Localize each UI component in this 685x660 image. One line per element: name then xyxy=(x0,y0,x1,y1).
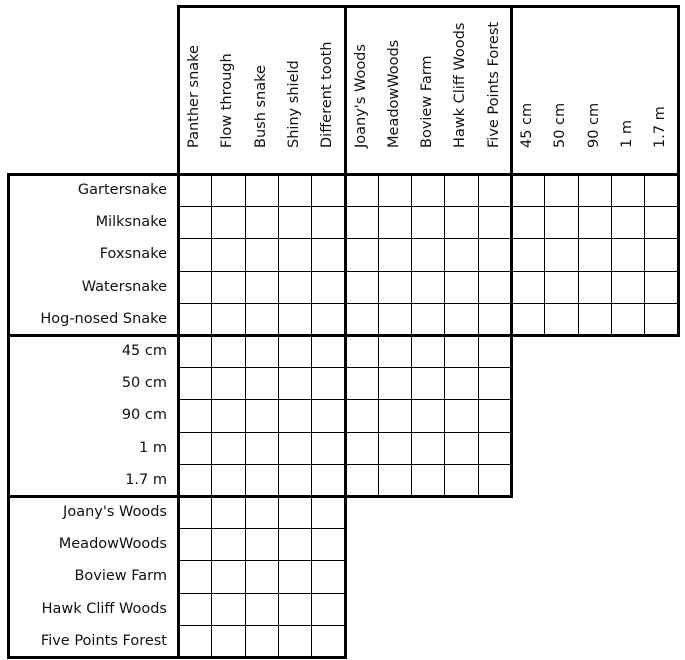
grid-cell[interactable] xyxy=(644,174,678,207)
grid-cell[interactable] xyxy=(578,238,612,271)
grid-cell[interactable] xyxy=(278,367,312,400)
grid-cell[interactable] xyxy=(178,399,212,432)
grid-cell[interactable] xyxy=(411,174,445,207)
grid-cell[interactable] xyxy=(544,174,578,207)
grid-cell[interactable] xyxy=(478,335,512,368)
grid-cell[interactable] xyxy=(311,335,345,368)
grid-cell[interactable] xyxy=(544,238,578,271)
column-header-label: 1.7 m xyxy=(652,106,669,148)
column-header xyxy=(378,8,410,168)
grid-cell[interactable] xyxy=(311,593,345,626)
column-header xyxy=(478,8,510,168)
grid-cell[interactable] xyxy=(378,335,412,368)
grid-cell[interactable] xyxy=(444,464,478,497)
grid-cell[interactable] xyxy=(478,271,512,304)
grid-cell[interactable] xyxy=(411,367,445,400)
column-header xyxy=(178,8,210,168)
grid-cell[interactable] xyxy=(178,464,212,497)
grid-cell[interactable] xyxy=(644,303,678,336)
grid-cell[interactable] xyxy=(378,271,412,304)
column-header xyxy=(278,8,310,168)
grid-cell[interactable] xyxy=(311,528,345,561)
grid-cell[interactable] xyxy=(478,367,512,400)
grid-cell[interactable] xyxy=(311,399,345,432)
row-label: Gartersnake xyxy=(77,182,167,198)
grid-cell[interactable] xyxy=(478,464,512,497)
grid-cell[interactable] xyxy=(611,174,645,207)
row-label: 50 cm xyxy=(121,375,167,392)
grid-cell[interactable] xyxy=(311,367,345,400)
column-header xyxy=(311,8,343,168)
grid-cell[interactable] xyxy=(644,206,678,239)
grid-cell[interactable] xyxy=(378,432,412,465)
grid-cell[interactable] xyxy=(245,464,279,497)
grid-cell[interactable] xyxy=(245,206,279,239)
grid-cell[interactable] xyxy=(345,271,379,304)
column-header-label: 1 m xyxy=(618,120,635,148)
row-label: Watersnake xyxy=(81,278,167,295)
grid-cell[interactable] xyxy=(211,625,245,658)
grid-cell[interactable] xyxy=(611,303,645,336)
grid-cell[interactable] xyxy=(511,303,545,336)
grid-cell[interactable] xyxy=(311,625,345,658)
grid-cell[interactable] xyxy=(211,174,245,207)
column-header xyxy=(411,8,443,168)
grid-cell[interactable] xyxy=(278,560,312,593)
column-header xyxy=(511,8,543,168)
row-label: MeadowWoods xyxy=(58,536,167,553)
grid-cell[interactable] xyxy=(478,399,512,432)
grid-cell[interactable] xyxy=(211,399,245,432)
grid-cell[interactable] xyxy=(478,303,512,336)
grid-cell[interactable] xyxy=(245,174,279,207)
grid-cell[interactable] xyxy=(211,464,245,497)
grid-cell[interactable] xyxy=(245,367,279,400)
grid-cell[interactable] xyxy=(644,238,678,271)
grid-cell[interactable] xyxy=(211,303,245,336)
grid-cell[interactable] xyxy=(611,271,645,304)
grid-cell[interactable] xyxy=(478,206,512,239)
grid-cell[interactable] xyxy=(444,399,478,432)
grid-cell[interactable] xyxy=(444,174,478,207)
grid-cell[interactable] xyxy=(178,432,212,465)
grid-cell[interactable] xyxy=(211,367,245,400)
grid-cell[interactable] xyxy=(544,303,578,336)
grid-cell[interactable] xyxy=(478,174,512,207)
grid-cell[interactable] xyxy=(544,206,578,239)
grid-cell[interactable] xyxy=(311,174,345,207)
grid-cell[interactable] xyxy=(178,496,212,529)
grid-cell[interactable] xyxy=(278,496,312,529)
grid-cell[interactable] xyxy=(378,303,412,336)
grid-cell[interactable] xyxy=(411,206,445,239)
grid-cell[interactable] xyxy=(311,206,345,239)
row-label: Foxsnake xyxy=(99,246,167,263)
column-header xyxy=(444,8,476,168)
grid-cell[interactable] xyxy=(278,625,312,658)
grid-cell[interactable] xyxy=(478,238,512,271)
grid-cell[interactable] xyxy=(245,303,279,336)
grid-cell[interactable] xyxy=(444,367,478,400)
grid-cell[interactable] xyxy=(578,174,612,207)
grid-cell[interactable] xyxy=(178,367,212,400)
grid-cell[interactable] xyxy=(278,528,312,561)
grid-cell[interactable] xyxy=(211,528,245,561)
grid-cell[interactable] xyxy=(278,432,312,465)
grid-cell[interactable] xyxy=(411,238,445,271)
column-header xyxy=(245,8,277,168)
grid-cell[interactable] xyxy=(278,399,312,432)
grid-cell[interactable] xyxy=(411,271,445,304)
grid-cell[interactable] xyxy=(611,238,645,271)
grid-cell[interactable] xyxy=(178,303,212,336)
grid-cell[interactable] xyxy=(278,174,312,207)
grid-cell[interactable] xyxy=(378,238,412,271)
grid-cell[interactable] xyxy=(278,464,312,497)
grid-cell[interactable] xyxy=(311,496,345,529)
grid-cell[interactable] xyxy=(411,432,445,465)
grid-cell[interactable] xyxy=(411,464,445,497)
grid-cell[interactable] xyxy=(311,303,345,336)
row-label: Hog-nosed Snake xyxy=(40,310,167,327)
column-header-label: Five Points Forest xyxy=(485,21,502,148)
column-header-label: Joany's Woods xyxy=(352,44,369,148)
grid-cell[interactable] xyxy=(311,271,345,304)
grid-cell[interactable] xyxy=(311,464,345,497)
grid-cell[interactable] xyxy=(578,271,612,304)
grid-cell[interactable] xyxy=(245,399,279,432)
grid-cell[interactable] xyxy=(411,335,445,368)
grid-cell[interactable] xyxy=(345,367,379,400)
grid-cell[interactable] xyxy=(511,238,545,271)
grid-cell[interactable] xyxy=(378,367,412,400)
grid-cell[interactable] xyxy=(444,335,478,368)
row-label: 45 cm xyxy=(121,343,167,359)
grid-cell[interactable] xyxy=(444,206,478,239)
grid-cell[interactable] xyxy=(245,528,279,561)
column-header-label: Different tooth xyxy=(319,41,336,148)
grid-cell[interactable] xyxy=(345,206,379,239)
column-header xyxy=(544,8,576,168)
column-header-label: Boview Farm xyxy=(419,55,436,148)
grid-cell[interactable] xyxy=(345,464,379,497)
grid-cell[interactable] xyxy=(178,238,212,271)
grid-cell[interactable] xyxy=(444,432,478,465)
grid-cell[interactable] xyxy=(411,303,445,336)
grid-cell[interactable] xyxy=(245,593,279,626)
grid-cell[interactable] xyxy=(211,335,245,368)
grid-cell[interactable] xyxy=(345,432,379,465)
grid-cell[interactable] xyxy=(245,238,279,271)
grid-cell[interactable] xyxy=(211,206,245,239)
grid-cell[interactable] xyxy=(311,560,345,593)
grid-cell[interactable] xyxy=(411,399,445,432)
row-label: Hawk Cliff Woods xyxy=(41,600,167,617)
row-label: 1 m xyxy=(139,439,167,456)
grid-cell[interactable] xyxy=(345,335,379,368)
column-header-label: 50 cm xyxy=(552,102,569,148)
grid-cell[interactable] xyxy=(178,528,212,561)
grid-cell[interactable] xyxy=(211,560,245,593)
grid-cell[interactable] xyxy=(511,206,545,239)
column-header-label: MeadowWoods xyxy=(385,39,402,148)
column-header xyxy=(211,8,243,168)
grid-cell[interactable] xyxy=(611,206,645,239)
column-header-label: Shiny shield xyxy=(285,60,302,148)
grid-cell[interactable] xyxy=(378,206,412,239)
column-header xyxy=(578,8,610,168)
grid-cell[interactable] xyxy=(178,593,212,626)
row-label: Boview Farm xyxy=(74,568,167,585)
grid-cell[interactable] xyxy=(511,174,545,207)
grid-cell[interactable] xyxy=(311,432,345,465)
row-label: Five Points Forest xyxy=(40,632,167,649)
column-header-label: Panther snake xyxy=(186,45,202,148)
grid-cell[interactable] xyxy=(478,432,512,465)
grid-cell[interactable] xyxy=(511,271,545,304)
column-header-label: Flow through xyxy=(219,53,236,148)
grid-cell[interactable] xyxy=(345,399,379,432)
grid-cell[interactable] xyxy=(278,206,312,239)
grid-cell[interactable] xyxy=(278,271,312,304)
row-label: Joany's Woods xyxy=(63,504,167,520)
grid-cell[interactable] xyxy=(211,432,245,465)
grid-cell[interactable] xyxy=(245,432,279,465)
grid-cell[interactable] xyxy=(245,496,279,529)
grid-cell[interactable] xyxy=(245,335,279,368)
column-header xyxy=(611,8,643,168)
grid-cell[interactable] xyxy=(345,174,379,207)
grid-cell[interactable] xyxy=(278,593,312,626)
column-header-label: Hawk Cliff Woods xyxy=(452,22,469,148)
column-header-label: 90 cm xyxy=(585,102,602,148)
row-label: 90 cm xyxy=(121,407,167,424)
grid-cell[interactable] xyxy=(444,271,478,304)
grid-cell[interactable] xyxy=(245,625,279,658)
grid-cell[interactable] xyxy=(278,303,312,336)
grid-cell[interactable] xyxy=(178,625,212,658)
column-header-label: 45 cm xyxy=(519,102,535,148)
grid-cell[interactable] xyxy=(178,335,212,368)
grid-cell[interactable] xyxy=(178,560,212,593)
grid-cell[interactable] xyxy=(544,271,578,304)
grid-cell[interactable] xyxy=(178,206,212,239)
grid-cell[interactable] xyxy=(345,238,379,271)
grid-cell[interactable] xyxy=(278,238,312,271)
grid-cell[interactable] xyxy=(311,238,345,271)
grid-cell[interactable] xyxy=(578,303,612,336)
grid-cell[interactable] xyxy=(211,271,245,304)
grid-cell[interactable] xyxy=(245,271,279,304)
grid-cell[interactable] xyxy=(378,399,412,432)
column-header-label: Bush snake xyxy=(252,65,269,148)
grid-cell[interactable] xyxy=(211,593,245,626)
column-header xyxy=(644,8,676,168)
grid-cell[interactable] xyxy=(278,335,312,368)
grid-cell[interactable] xyxy=(378,464,412,497)
grid-cell[interactable] xyxy=(378,174,412,207)
grid-cell[interactable] xyxy=(211,496,245,529)
grid-cell[interactable] xyxy=(345,303,379,336)
grid-cell[interactable] xyxy=(178,174,212,207)
row-label: Milksnake xyxy=(95,214,167,231)
grid-cell[interactable] xyxy=(644,271,678,304)
grid-cell[interactable] xyxy=(578,206,612,239)
grid-cell[interactable] xyxy=(444,238,478,271)
grid-cell[interactable] xyxy=(444,303,478,336)
row-label: 1.7 m xyxy=(125,471,167,488)
grid-cell[interactable] xyxy=(178,271,212,304)
grid-cell[interactable] xyxy=(245,560,279,593)
column-header xyxy=(345,8,377,168)
grid-cell[interactable] xyxy=(211,238,245,271)
